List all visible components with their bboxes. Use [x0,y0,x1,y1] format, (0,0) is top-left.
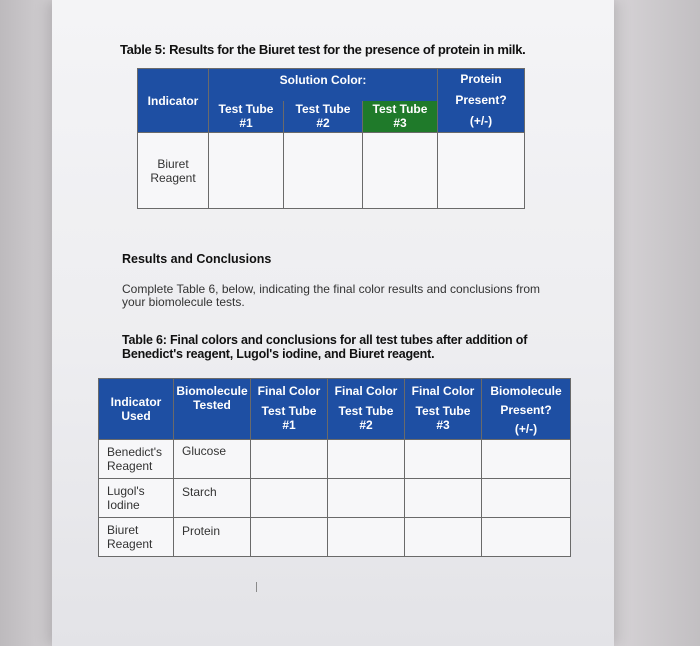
table5-row-indicator: Biuret Reagent [138,133,209,209]
table6-row2-present[interactable] [482,479,571,518]
results-instructions: Complete Table 6, below, indicating the final color results and conclusions from your biomolecule tests. [122,282,541,309]
text-cursor [256,582,257,592]
table6-row2-indicator: Lugol's Iodine [99,479,174,518]
table6-row2-tested: Starch [174,479,251,518]
table5-protein-present-header: Protein Present? (+/-) [438,69,525,133]
table6-row1-tested: Glucose [174,440,251,479]
table6-row2-tube3[interactable] [405,479,482,518]
table6-title: Table 6: Final colors and conclusions for all test tubes after addition of Benedict's reagent, Lugol's iodine, and Biuret reagent. [122,333,528,361]
table6-tube3-header: Final Color Test Tube #3 [405,379,482,440]
background-right [614,0,700,646]
table5-tube3-header: Test Tube #3 [363,101,438,133]
table6-row3-tube2[interactable] [328,518,405,557]
table6-row1-tube2[interactable] [328,440,405,479]
table6-indicator-header: Indicator Used [99,379,174,440]
table5-indicator-header: Indicator [138,69,209,133]
table5-solution-color-header: Solution Color: [209,69,438,101]
table5-title: Table 5: Results for the Biuret test for the presence of protein in milk. [120,42,526,57]
table6-row1-present[interactable] [482,440,571,479]
table6-row3-present[interactable] [482,518,571,557]
results-heading: Results and Conclusions [122,252,272,266]
table6-row3-indicator: Biuret Reagent [99,518,174,557]
table5-cell-tube1[interactable] [209,133,284,209]
background-left [0,0,52,646]
table6-row2-tube1[interactable] [251,479,328,518]
table6-row1-tube1[interactable] [251,440,328,479]
table6-row3-tube1[interactable] [251,518,328,557]
table6-row3-tube3[interactable] [405,518,482,557]
table5-cell-tube3[interactable] [363,133,438,209]
table6-tube1-header: Final Color Test Tube #1 [251,379,328,440]
table5-cell-tube2[interactable] [284,133,363,209]
table6-row3-tested: Protein [174,518,251,557]
table5-cell-protein-present[interactable] [438,133,525,209]
table6 [98,378,571,557]
table5 [137,68,525,209]
table6-present-header: Biomolecule Present? (+/-) [482,379,571,440]
table6-row1-tube3[interactable] [405,440,482,479]
table6-row2-tube2[interactable] [328,479,405,518]
table6-tested-header: Biomolecule Tested [174,379,251,440]
table5-tube2-header: Test Tube #2 [284,101,363,133]
table6-row1-indicator: Benedict's Reagent [99,440,174,479]
table6-tube2-header: Final Color Test Tube #2 [328,379,405,440]
table5-tube1-header: Test Tube #1 [209,101,284,133]
